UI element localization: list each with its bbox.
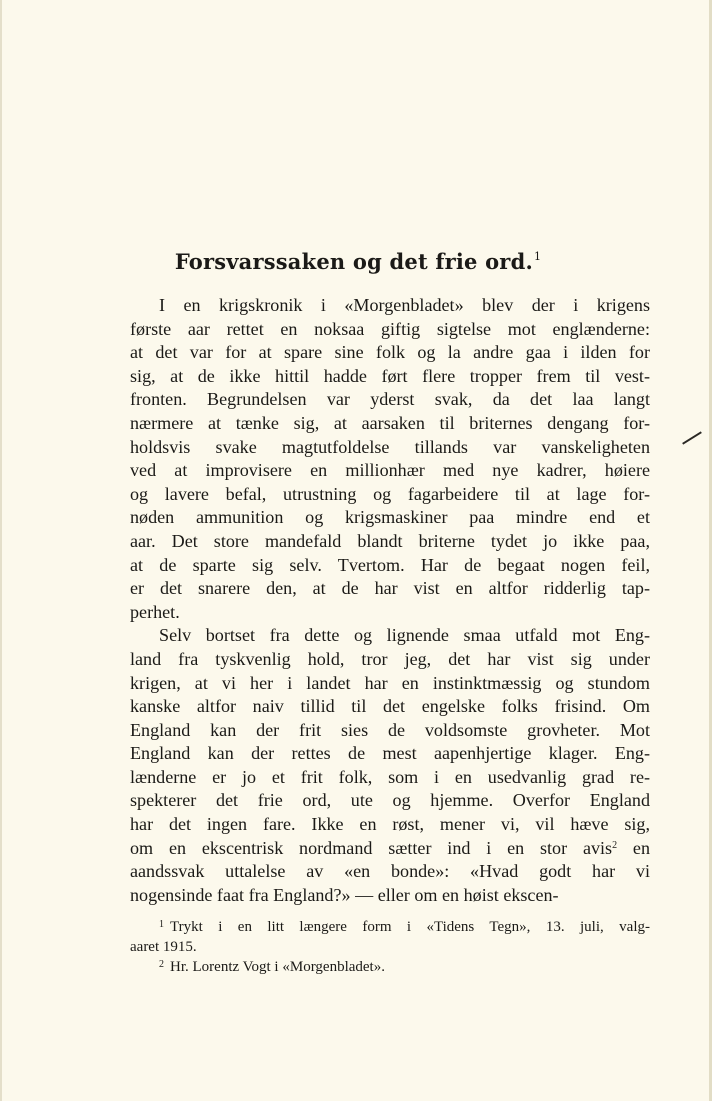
body-line: nærmere at tænke sig, at aarsaken til briternes dengang for- (130, 412, 650, 433)
footnote-mark: 2 (159, 959, 164, 970)
footnotes (130, 917, 650, 977)
body-line: ved at improvisere en millionhær med nye kadrer, høiere (130, 460, 650, 481)
body-text (130, 294, 650, 907)
body-line: Selv bortset fra dette og lignende smaa utfald mot Eng- (159, 625, 650, 646)
body-line: sig, at de ikke hittil hadde ført flere tropper frem til vest- (130, 365, 650, 386)
body-line: krigen, at vi her i landet har en instinktmæssig og stundom (130, 672, 650, 693)
body-line: land fra tyskvenlig hold, tror jeg, det har vist sig under (130, 648, 650, 669)
footnote-line (130, 937, 650, 957)
title-footnote-ref: 1 (533, 250, 542, 263)
body-line: fronten. Begrundelsen var yderst svak, da det laa langt (130, 389, 650, 410)
footnote-text: Hr. Lorentz Vogt i «Morgenbladet». (170, 959, 385, 975)
body-line: perhet. (130, 601, 180, 622)
body-line: nogensinde faat fra England?» — eller om en høist ekscen- (130, 884, 559, 905)
body-line: har det ingen fare. Ikke en røst, mener vi, vil hæve sig, (130, 814, 650, 835)
footnote-line (130, 957, 650, 977)
margin-pencil-mark (682, 431, 702, 444)
body-line: er det snarere den, at de har vist en altfor ridderlig tap- (130, 578, 650, 599)
body-line: aar. Det store mandefald blandt briterne tydet jo ikke paa, (130, 530, 650, 551)
body-line: og lavere befal, utrustning og fagarbeidere til at lage for- (130, 483, 650, 504)
body-line-segment: en (617, 837, 650, 858)
body-line: første aar rettet en noksaa giftig sigtelse mot englænderne: (130, 318, 650, 339)
body-line: England kan der frit sies de voldsomste grovheter. Mot (130, 719, 650, 740)
body-line: I en krigskronik i «Morgenbladet» blev der i krigens (159, 295, 650, 315)
body-line: lænderne er jo et frit folk, som i en usedvanlig grad re- (130, 766, 650, 787)
chapter-title (2, 249, 712, 274)
body-line-segment: om en ekscentrisk nordmand sætter ind i en stor avis (130, 837, 613, 858)
body-line: spekterer det frie ord, ute og hjemme. Overfor England (130, 790, 650, 811)
footnote-ref: 2 (612, 839, 618, 851)
footnote-line (130, 917, 650, 937)
body-line: nøden ammunition og krigsmaskiner paa mindre end et (130, 507, 650, 528)
footnote-text: aaret 1915. (130, 939, 197, 955)
body-line: at det var for at spare sine folk og la andre gaa i ilden for (130, 342, 650, 363)
body-line (130, 837, 650, 861)
body-line: kanske altfor naiv tillid til det engelske folks frisind. Om (130, 696, 650, 717)
body-line: England kan der rettes de mest aapenhjertige klager. Eng- (130, 743, 650, 764)
chapter-title-text: Forsvarssaken og det frie ord. (174, 249, 533, 274)
body-line: holdsvis svake magtutfoldelse tillands var vanskeligheten (130, 436, 650, 457)
body-line: at de sparte sig selv. Tvertom. Har de begaat nogen feil, (130, 554, 650, 575)
footnote-mark: 1 (159, 919, 164, 930)
body-line: aandssvak uttalelse av «en bonde»: «Hvad godt har vi (130, 861, 650, 882)
footnote-text: Trykt i en litt længere form i «Tidens Tegn», 13. juli, valg- (170, 919, 650, 935)
